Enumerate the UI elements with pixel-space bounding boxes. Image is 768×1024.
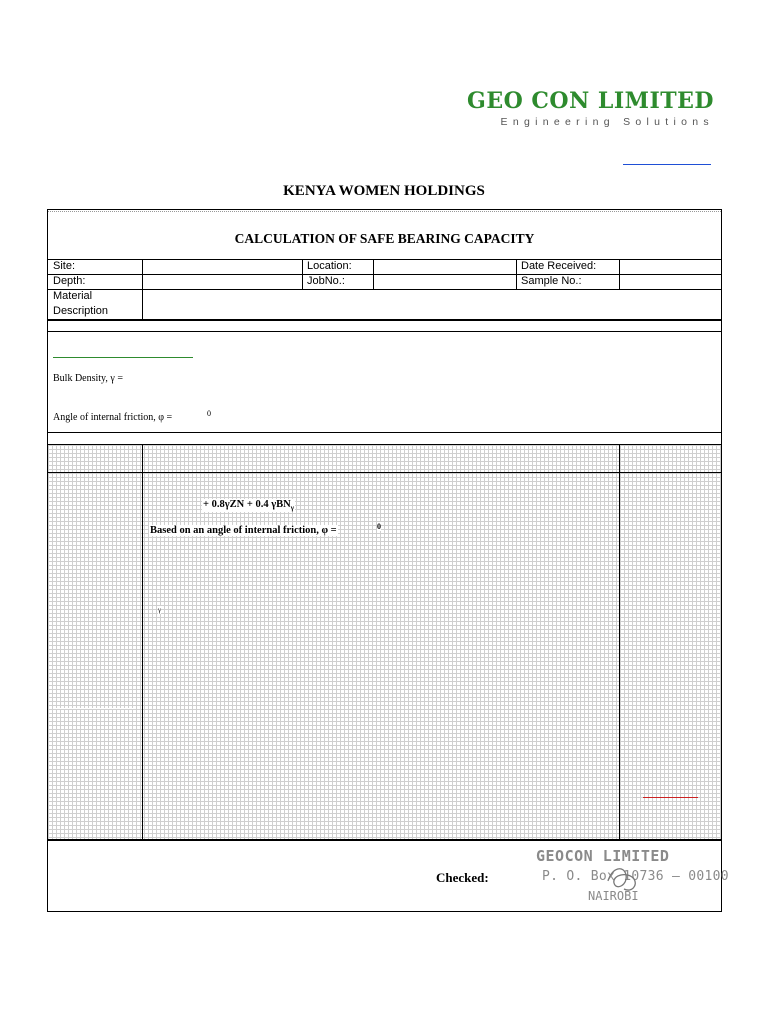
frame-dotted-rule xyxy=(48,211,721,212)
gamma-mark: γ xyxy=(158,606,162,614)
jobno-field[interactable] xyxy=(375,275,515,289)
table-rule xyxy=(47,319,722,321)
friction-angle-label: Angle of internal friction, φ = xyxy=(53,412,173,423)
sample-no-field[interactable] xyxy=(621,275,721,289)
company-stamp xyxy=(530,847,729,907)
basis-text: Based on an angle of internal friction, φ = xyxy=(150,525,337,536)
form-title: CALCULATION OF SAFE BEARING CAPACITY xyxy=(234,231,535,246)
grid-divider xyxy=(142,445,143,839)
depth-label: Depth: xyxy=(53,275,86,287)
red-underline xyxy=(643,797,698,798)
table-rule xyxy=(47,839,722,841)
grid-divider xyxy=(619,445,620,839)
jobno-label: JobNo.: xyxy=(307,275,345,287)
company-logo-title: GEO CON LIMITED xyxy=(467,88,714,114)
stamp-city: NAIROBI xyxy=(588,889,639,903)
stamp-company: GEOCON LIMITED xyxy=(536,847,670,865)
location-field[interactable] xyxy=(375,260,515,274)
white-rule xyxy=(54,708,136,709)
bearing-formula xyxy=(202,499,295,512)
table-divider xyxy=(516,259,517,289)
location-label: Location: xyxy=(307,260,352,272)
site-field[interactable] xyxy=(144,260,301,274)
table-rule xyxy=(47,331,722,332)
sample-no-label: Sample No.: xyxy=(521,275,582,287)
signature-icon xyxy=(602,861,642,897)
hyperlink-underline[interactable] xyxy=(623,164,711,165)
depth-field[interactable] xyxy=(144,275,301,289)
formula-text: + 0.8γZN + 0.4 γBN xyxy=(203,499,291,510)
calculation-grid xyxy=(48,445,721,839)
material-label: Material xyxy=(53,290,93,302)
table-divider xyxy=(142,259,143,319)
company-tagline: Engineering Solutions xyxy=(500,116,714,128)
table-rule xyxy=(47,432,722,433)
section-underline xyxy=(53,357,193,358)
stamp-address: P. O. Box 1​0736 – 00100 xyxy=(542,869,729,884)
degree-symbol: 0 xyxy=(207,409,211,418)
table-divider xyxy=(619,259,620,289)
date-received-field[interactable] xyxy=(621,260,721,274)
table-rule xyxy=(47,472,722,473)
material-label-line2: Description xyxy=(53,305,109,317)
client-title: KENYA WOMEN HOLDINGS xyxy=(283,183,485,199)
bulk-density-label: Bulk Density, γ = xyxy=(53,373,123,384)
site-label: Site: xyxy=(53,260,76,272)
basis-degree-symbol: 0 xyxy=(377,522,381,531)
date-received-label: Date Received: xyxy=(521,260,597,272)
table-divider xyxy=(302,259,303,289)
checked-label: Checked: xyxy=(436,870,489,885)
table-divider xyxy=(373,259,374,289)
material-description-field[interactable] xyxy=(144,290,721,319)
formula-subscript: γ xyxy=(290,504,294,513)
